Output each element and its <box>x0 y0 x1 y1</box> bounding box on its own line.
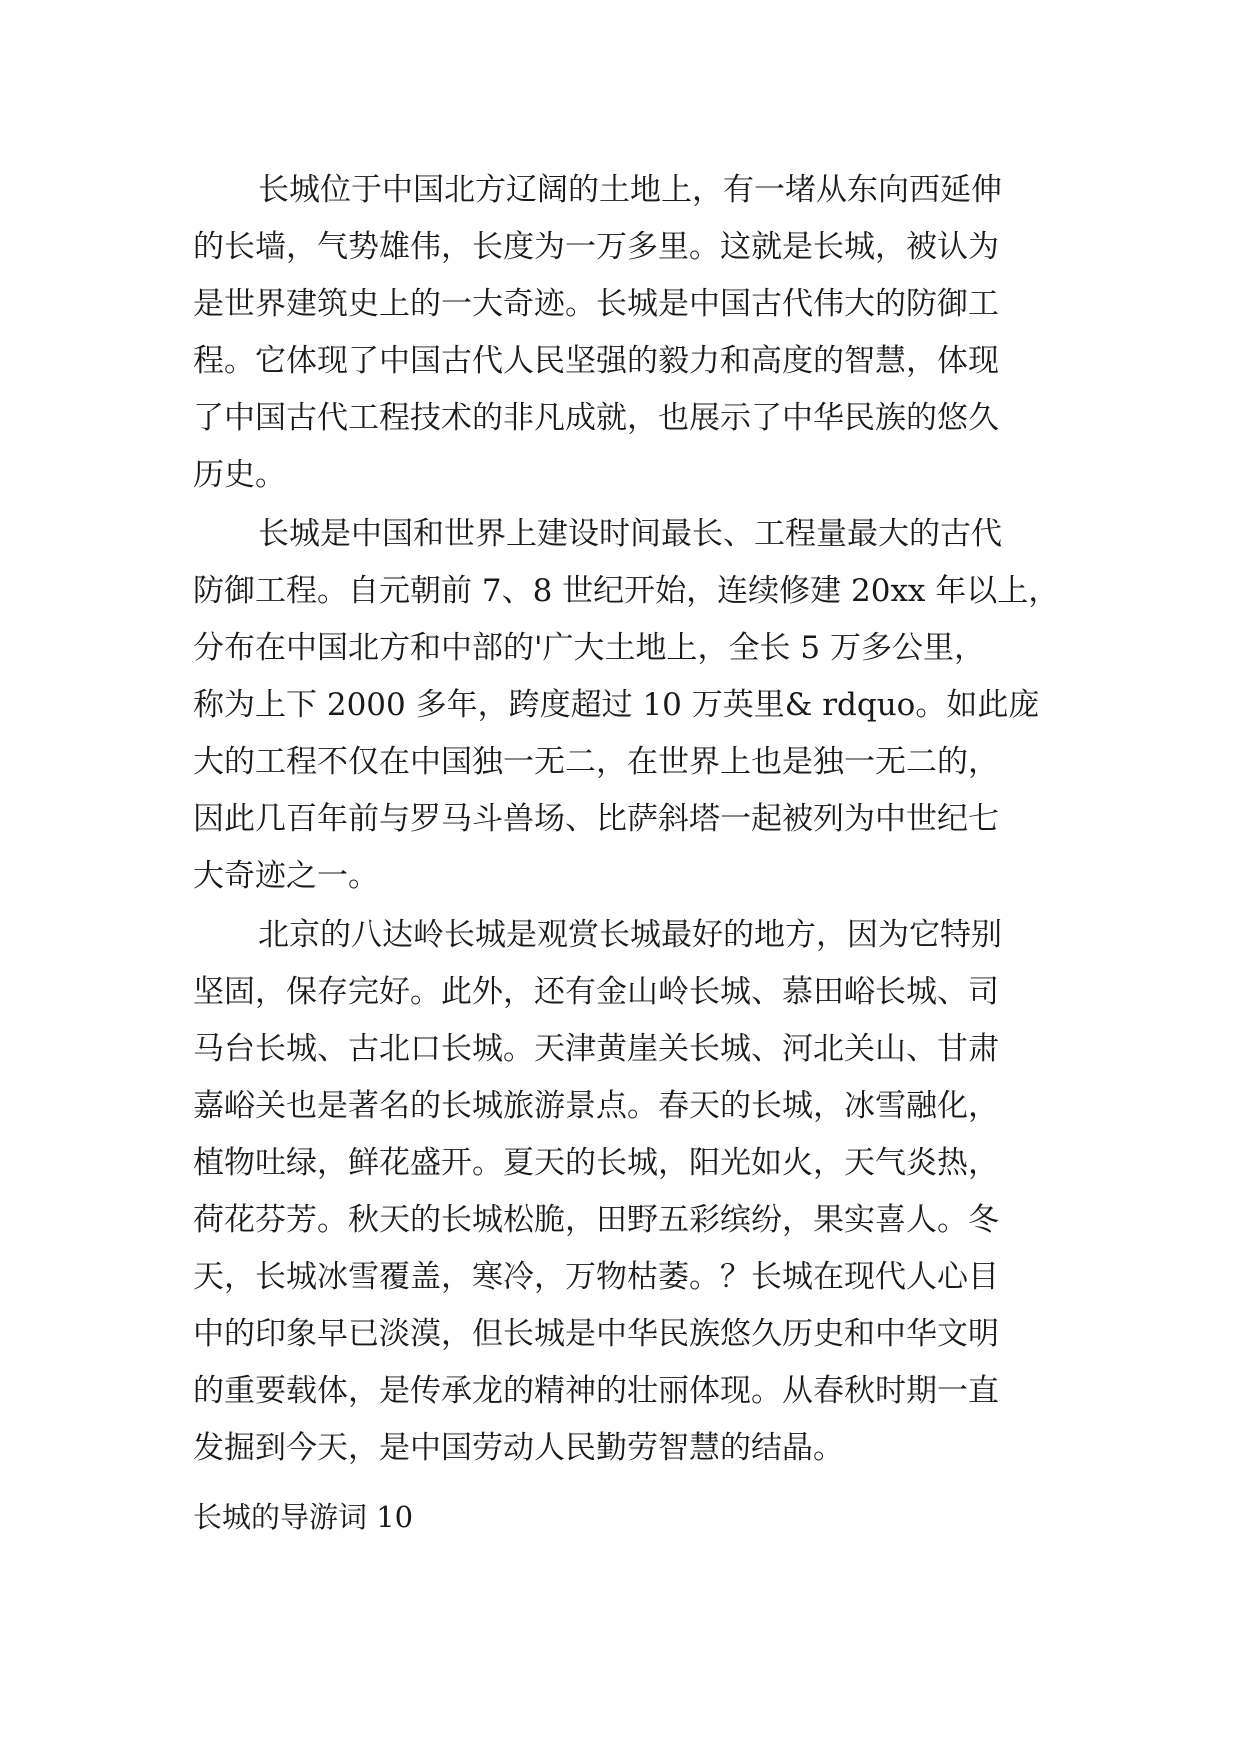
paragraph-line: 植物吐绿，鲜花盛开。夏天的长城，阳光如火，天气炎热， <box>193 1145 999 1181</box>
paragraph-line: 防御工程。自元朝前 7、8 世纪开始，连续修建 20xx 年以上， <box>193 573 1060 609</box>
paragraph-line: 程。它体现了中国古代人民坚强的毅力和高度的智慧，体现 <box>193 343 999 379</box>
paragraph-line: 长城是中国和世界上建设时间最长、工程量最大的古代 <box>258 516 1002 552</box>
paragraph-line: 是世界建筑史上的一大奇迹。长城是中国古代伟大的防御工 <box>193 286 999 322</box>
paragraph-line: 荷花芬芳。秋天的长城松脆，田野五彩缤纷，果实喜人。冬 <box>193 1202 999 1238</box>
paragraph-line: 马台长城、古北口长城。天津黄崖关长城、河北关山、甘肃 <box>193 1031 999 1067</box>
paragraph-line: 因此几百年前与罗马斗兽场、比萨斜塔一起被列为中世纪七 <box>193 801 999 837</box>
section-heading: 长城的导游词 10 <box>193 1500 414 1534</box>
paragraph-line: 天，长城冰雪覆盖，寒冷，万物枯萎。？长城在现代人心目 <box>193 1259 999 1295</box>
paragraph-line: 历史。 <box>193 457 286 493</box>
paragraph-line: 嘉峪关也是著名的长城旅游景点。春天的长城，冰雪融化， <box>193 1088 999 1124</box>
paragraph-line: 的长墙，气势雄伟，长度为一万多里。这就是长城，被认为 <box>193 229 999 265</box>
paragraph-line: 的重要载体，是传承龙的精神的壮丽体现。从春秋时期一直 <box>193 1373 999 1409</box>
paragraph-line: 了中国古代工程技术的非凡成就，也展示了中华民族的悠久 <box>193 400 999 436</box>
paragraph-line: 大的工程不仅在中国独一无二，在世界上也是独一无二的， <box>193 744 999 780</box>
paragraph-line: 分布在中国北方和中部的'广大土地上，全长 5 万多公里， <box>193 630 985 666</box>
paragraph-line: 大奇迹之一。 <box>193 858 379 894</box>
paragraph-line: 中的印象早已淡漠，但长城是中华民族悠久历史和中华文明 <box>193 1316 999 1352</box>
paragraph-line: 北京的八达岭长城是观赏长城最好的地方，因为它特别 <box>258 917 1002 953</box>
paragraph-line: 发掘到今天，是中国劳动人民勤劳智慧的结晶。 <box>193 1430 844 1466</box>
paragraph-line: 坚固，保存完好。此外，还有金山岭长城、慕田峪长城、司 <box>193 974 999 1010</box>
paragraph-line: 称为上下 2000 多年，跨度超过 10 万英里& rdquo。如此庞 <box>193 687 1040 723</box>
paragraph-line: 长城位于中国北方辽阔的土地上，有一堵从东向西延伸 <box>258 172 1002 208</box>
